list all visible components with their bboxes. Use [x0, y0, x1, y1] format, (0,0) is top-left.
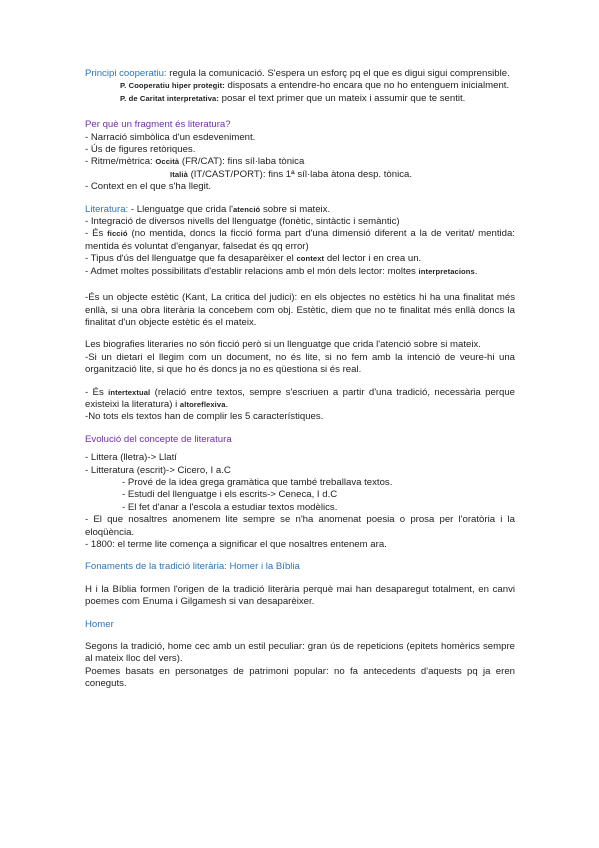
principi-paragraph [85, 68, 515, 80]
principi-sub-1-label: P. Cooperatiu hiper protegit: [120, 81, 225, 91]
evolucio-sub-1: - Prové de la idea grega gramàtica que també treballava textos. [122, 476, 393, 488]
literatura-line-5 [85, 266, 515, 278]
principi-sub-2-text: posar el text primer que un mateix i assumir que te sentit. [218, 92, 466, 104]
principi-sub-2 [85, 93, 515, 105]
intertextual-d: altoreflexiva [179, 399, 226, 409]
literatura-l4c: del lector i en crea un. [324, 253, 422, 265]
fragment-line-1: - Narració simbòlica d'un esdeveniment. [85, 131, 256, 143]
literatura-l5b: interpretacions [418, 266, 475, 276]
evolucio-line-2: - Litteratura (escrit)-> Cicero, I a.C [85, 464, 231, 476]
literatura-l3a: - És [85, 228, 108, 240]
intertextual-b: intertextual [108, 387, 151, 397]
fragment-line-5: - Context en el que s'ha llegit. [85, 181, 212, 193]
homer-heading: Homer [85, 618, 114, 630]
literatura-l5a: - Admet moltes possibilitats d'establir relacions amb el món dels lector: moltes [85, 265, 419, 277]
literatura-line-3 [85, 228, 515, 253]
evolucio-line-3: - El que nosaltres anomenem lite sempre se n'ha anomenat poesia o prosa per l'oratòria i la eloqüència. [85, 514, 515, 538]
principi-label: Principi cooperatiu: [85, 68, 167, 79]
principi-sub-2-label: P. de Caritat interpretativa: [120, 93, 219, 103]
document-page [85, 68, 515, 691]
evolucio-heading: Evolució del concepte de literatura [85, 433, 232, 445]
fragment-l3c: (FR/CAT): fins síl·laba tònica [179, 156, 305, 168]
literatura-t1c: sobre si mateix. [260, 203, 331, 215]
literatura-l3b: ficció [107, 229, 128, 239]
dietari-paragraph: -Si un dietari el llegim com un document, no és lite, si no fem amb la intenció de veure-hi una organització lite, si que ho és doncs ja no es qüestiona si és real. [85, 351, 515, 376]
literatura-t1: - Llenguatge que crida l' [128, 203, 233, 215]
evolucio-sub-3: - El fet d'anar a l'escola a estudiar textos modèlics. [122, 501, 338, 513]
literatura-l4a: - Tipus d'ús del llenguatge que fa desaparèixer el [85, 253, 297, 265]
evolucio-line-4: - 1800: el terme lite comença a significar el que nosaltres entenem ara. [85, 539, 387, 550]
literatura-line-2: - Integració de diversos nivells del llenguatge (fonètic, sintàctic i semàntic) [85, 216, 400, 228]
biografies-paragraph: Les biografies literaries no són ficció però si un llenguatge que crida l'atenció sobre si mateix. [85, 339, 481, 351]
intertextual-a: - És [85, 386, 109, 398]
fragment-line-4 [85, 169, 515, 181]
evolucio-sub-2: - Estudi del llenguatge i els escrits-> Ceneca, I d.C [122, 489, 338, 501]
literatura-line-4 [85, 253, 515, 265]
literatura-l5c: . [474, 265, 478, 277]
evolucio-line-1: - Littera (lletra)-> Llatí [85, 452, 177, 464]
fonaments-heading: Fonaments de la tradició literària: Homer i la Bíblia [85, 561, 300, 573]
principi-sub-1-text: disposats a entendre-ho encara que no ho entenguem inicialment. [224, 80, 510, 92]
literatura-line-1 [85, 204, 515, 216]
literatura-l3c: (no mentida, doncs la ficció forma part d'una dimensió diferent a la de veritat/ mentida: mentida és voluntat d'enganyar, falsedat és qq error) [85, 228, 515, 252]
objecte-paragraph: -És un objecte estètic (Kant, La critica del judici): en els objectes no estètics hi ha una finalitat més enllà, si una obra literària la concebem com obj. Estètic, diem que no te finalitat més enllà doncs la finalitat d'un objecte estètic és el mateix. [85, 292, 515, 328]
principi-text: regula la comunicació. S'espera un esforç pq el que es digui sigui comprensible. [166, 68, 510, 79]
principi-sub-1 [85, 80, 515, 92]
fragment-l4a: Italià [170, 169, 188, 179]
fragment-l3a: - Ritme/mètrica: [85, 156, 156, 168]
intertextual-e: . [225, 398, 229, 410]
fonaments-paragraph: H i la Bíblia formen l'origen de la tradició literària perquè mai han desaparegut totalment, en canvi poemes com Enuma i Gilgamesh si van desaparèixer. [85, 583, 515, 608]
fragment-heading: Per què un fragment és literatura? [85, 119, 231, 131]
nototes-paragraph: -No tots els textos han de complir les 5 característiques. [85, 411, 324, 423]
intertextual-c: (relació entre textos, sempre s'escriuen a partir d'una tradició, necessària perque existeixi la literatura) i [85, 386, 515, 410]
fragment-line-3 [85, 156, 515, 168]
fragment-line-2: - Ús de figures retòriques. [85, 144, 196, 156]
fragment-l3b: Occità [155, 157, 180, 167]
homer-paragraph-1: Segons la tradició, home cec amb un estil peculiar: gran ús de repeticions (epitets homèrics sempre al mateix lloc del vers). [85, 641, 515, 665]
literatura-label: Literatura: [85, 203, 129, 215]
homer-paragraph-2: Poemes basats en personatges de patrimoni popular: no fa antecedents d'aquests pq ja eren coneguts. [85, 665, 515, 690]
intertextual-paragraph [85, 387, 515, 412]
literatura-l4b: context [296, 254, 325, 264]
fragment-l4b: (IT/CAST/PORT): fins 1ª síl·laba àtona desp. tònica. [187, 168, 413, 180]
literatura-t1b: atenció [232, 204, 261, 214]
